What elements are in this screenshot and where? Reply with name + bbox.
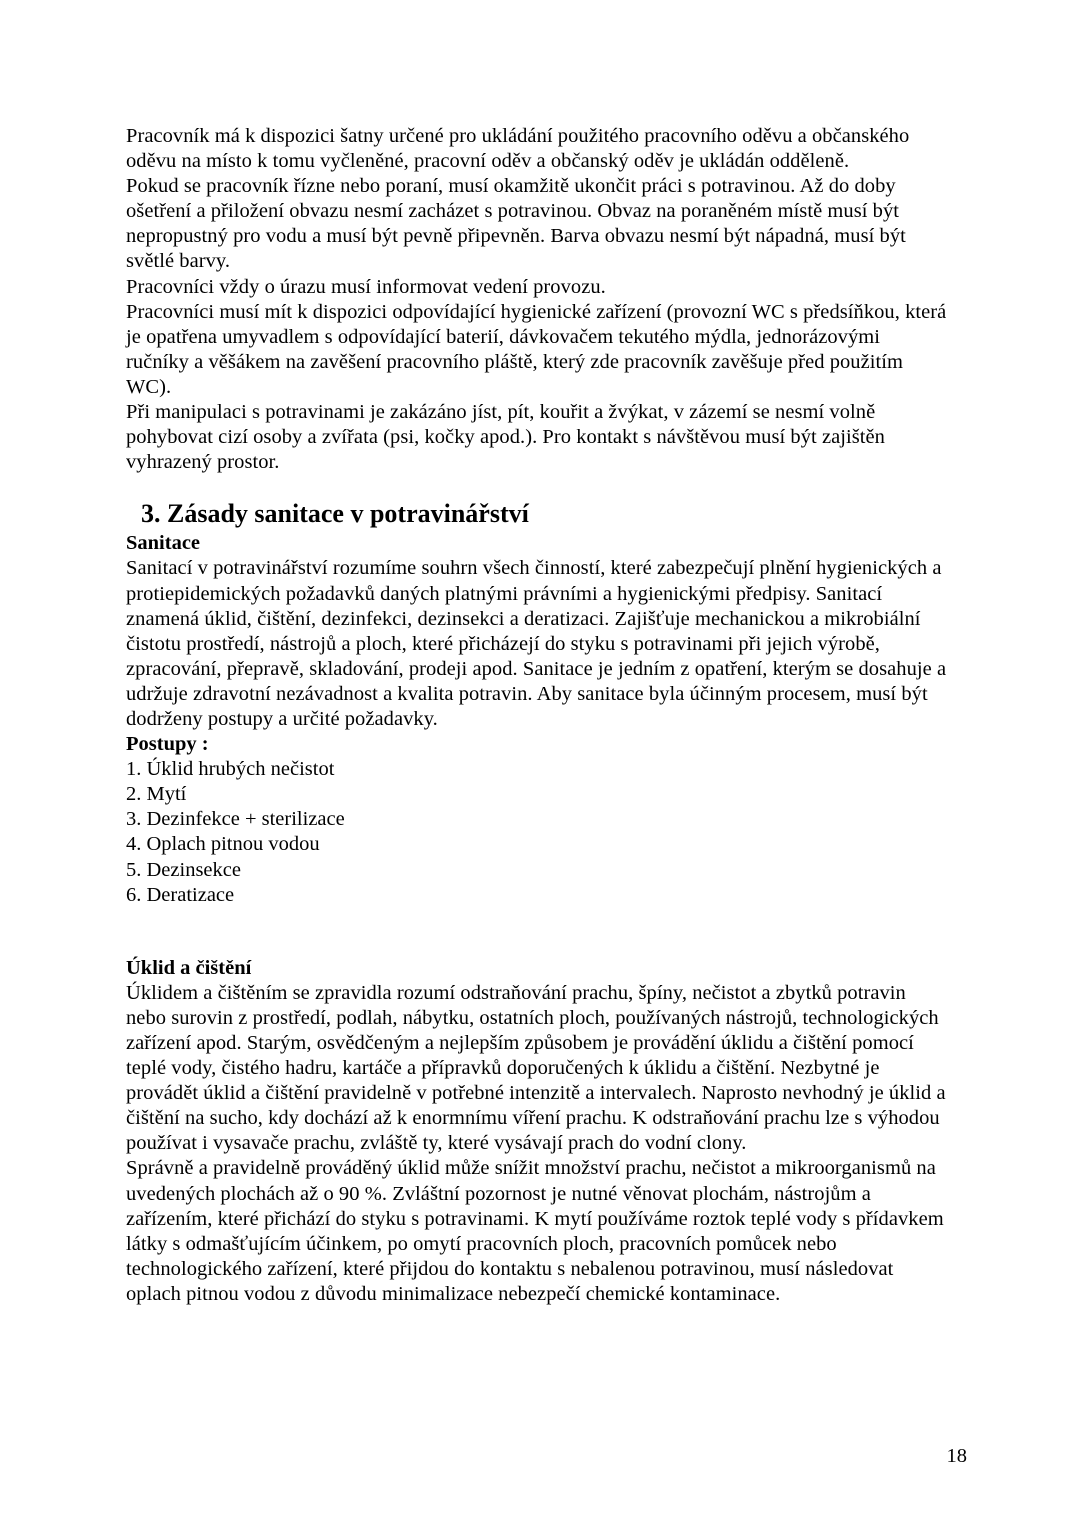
paragraph-sanitace-definition: Sanitací v potravinářství rozumíme souhrn všech činností, které zabezpečují plnění hygienických a protiepidemických požadavků daných platnými právními a hygienickými předpisy. Sanitací znamená úklid, čištění, dezinfekci, dezinsekci a deratizaci. Zajišťuje mechanickou a mikrobiální čistotu prostředí, nástrojů a ploch, které přicházejí do styku s potravinami při jejich výrobě, zpracování, přepravě, skladování, prodeji apod. Sanitace je jedním z opatření, kterým se dosahuje a udržuje zdravotní nezávadnost a kvalita potravin. Aby sanitace byla účinným procesem, musí být dodrženy postupy a určité požadavky. [126,557,947,730]
paragraph-changing-rooms: Pracovník má k dispozici šatny určené pro ukládání použitého pracovního oděvu a občanského oděvu na místo k tomu vyčleněné, pracovní oděv a občanský oděv je ukládán odděleně. [126,125,910,173]
list-item: 6. Deratizace [126,883,235,906]
section-heading-sanitation: 3. Zásady sanitace v potravinářství [141,499,529,529]
postupy-list [126,757,948,908]
subheading-postupy: Postupy : [126,733,209,756]
subheading-sanitace: Sanitace [126,532,201,555]
subheading-uklid-a-cisteni: Úklid a čištění [126,956,252,979]
page-number: 18 [946,1445,967,1467]
list-item: 2. Mytí [126,783,187,806]
page-content [126,124,948,1307]
paragraph-food-handling-rules: Při manipulaci s potravinami je zakázáno jíst, pít, kouřit a žvýkat, v zázemí se nesmí volně pohybovat cizí osoby a zvířata (psi, kočky apod.). Pro kontakt s návštěvou musí být zajištěn vyhrazený prostor. [126,401,885,474]
list-item: 3. Dezinfekce + sterilizace [126,808,345,831]
list-item: 4. Oplach pitnou vodou [126,833,320,856]
paragraph-hygiene-facilities: Pracovníci musí mít k dispozici odpovídající hygienické zařízení (provozní WC s předsíňkou, která je opatřena umyvadlem s odpovídající baterií, dávkovačem tekutého mýdla, jednorázovými ručníky a věšákem na zavěšení pracovního pláště, který zde pracovník zavěšuje před použitím WC). [126,300,947,398]
list-item: 5. Dezinsekce [126,858,241,881]
paragraph-report-injury: Pracovníci vždy o úrazu musí informovat vedení provozu. [126,275,606,298]
paragraph-uklid-effectiveness: Správně a pravidelně prováděný úklid může snížit množství prachu, nečistot a mikroorganismů na uvedených plochách až o 90 %. Zvláštní pozornost je nutné věnovat plochám, nástrojům a zařízením, které přichází do styku s potravinami. K mytí používáme roztok teplé vody s přídavkem látky s odmašťujícím účinkem, po omytí pracovních ploch, pracovních pomůcek nebo technologického zařízení, které přijdou do kontaktu s nebalenou potravinou, musí následovat oplach pitnou vodou z důvodu minimalizace nebezpečí chemické kontaminace. [126,1157,944,1305]
list-item: 1. Úklid hrubých nečistot [126,758,335,781]
paragraph-injury-handling: Pokud se pracovník řízne nebo poraní, musí okamžitě ukončit práci s potravinou. Až do doby ošetření a přiložení obvazu nesmí zacházet s potravinou. Obvaz na poraněném místě musí být nepropustný pro vodu a musí být pevně připevněn. Barva obvazu nesmí být nápadná, musí být světlé barvy. [126,175,906,273]
paragraph-uklid-definition: Úklidem a čištěním se zpravidla rozumí odstraňování prachu, špíny, nečistot a zbytků potravin nebo surovin z prostředí, podlah, nábytku, ostatních ploch, používaných nástrojů, technologických zařízení apod. Starým, osvědčeným a nejlepším způsobem je provádění úklidu a čištění pomocí teplé vody, čistého hadru, kartáče a přípravků doporučených k úklidu a čištění. Nezbytné je provádět úklid a čištění pravidelně v potřebné intenzitě a intervalech. Naprosto nevhodný je úklid a čištění na sucho, kdy dochází až k enormnímu víření prachu. K odstraňování prachu lze s výhodou používat i vysavače prachu, zvláště ty, které vysávají prach do vodní clony. [126,981,946,1155]
